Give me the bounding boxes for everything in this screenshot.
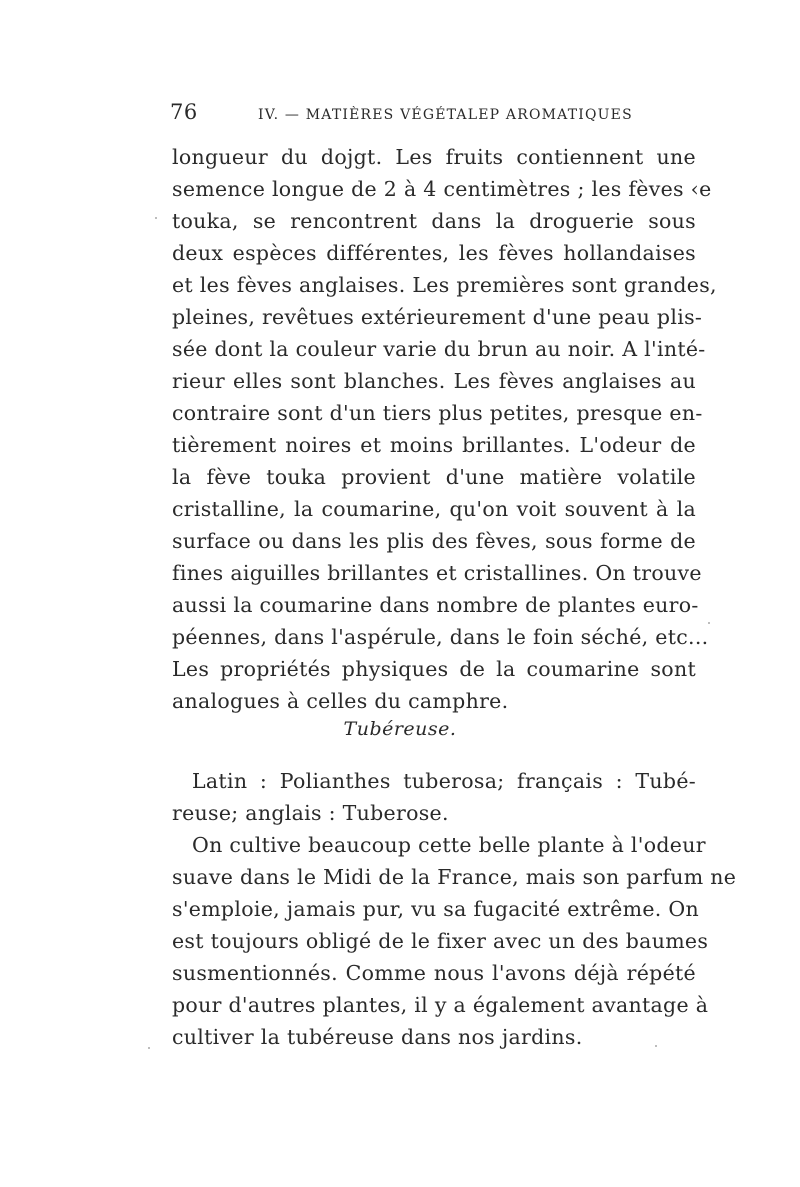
text-line: pleines, revêtues extérieurement d'une peau plis- bbox=[172, 305, 703, 329]
text-line: contraire sont d'un tiers plus petites, presque en- bbox=[172, 401, 703, 425]
text-line: fines aiguilles brillantes et cristallines. On trouve bbox=[172, 561, 702, 585]
text-line: reuse; anglais : Tuberose. bbox=[172, 801, 449, 825]
text-line: péennes, dans l'aspérule, dans le foin séché, etc... bbox=[172, 625, 709, 649]
text-line: deux espèces différentes, les fèves hollandaises bbox=[172, 241, 696, 265]
text-line: suave dans le Midi de la France, mais son parfum ne bbox=[172, 865, 737, 889]
scan-speck bbox=[155, 217, 157, 219]
text-line: cultiver la tubéreuse dans nos jardins. bbox=[172, 1025, 583, 1049]
text-line: pour d'autres plantes, il y a également avantage à bbox=[172, 993, 709, 1017]
text-line: sée dont la couleur varie du brun au noir. A l'inté- bbox=[172, 337, 706, 361]
text-line: aussi la coumarine dans nombre de plantes euro- bbox=[172, 593, 699, 617]
text-line: la fève touka provient d'une matière volatile bbox=[172, 465, 696, 489]
text-line: analogues à celles du camphre. bbox=[172, 689, 509, 713]
text-line: s'emploie, jamais pur, vu sa fugacité extrême. On bbox=[172, 897, 699, 921]
running-head bbox=[170, 100, 700, 130]
scan-speck bbox=[655, 1045, 657, 1047]
section-heading: Tubéreuse. bbox=[343, 718, 457, 740]
text-line: surface ou dans les plis des fèves, sous forme de bbox=[172, 529, 696, 553]
text-line: tièrement noires et moins brillantes. L'odeur de bbox=[172, 433, 696, 457]
text-line: Les propriétés physiques de la coumarine sont bbox=[172, 657, 696, 681]
text-line: semence longue de 2 à 4 centimètres ; les fèves ‹e bbox=[172, 177, 712, 201]
text-line: rieur elles sont blanches. Les fèves anglaises au bbox=[172, 369, 696, 393]
text-line: longueur du dojgt. Les fruits contiennent une bbox=[172, 145, 696, 169]
text-line: touka, se rencontrent dans la droguerie sous bbox=[172, 209, 696, 233]
text-line: On cultive beaucoup cette belle plante à l'odeur bbox=[192, 833, 706, 857]
text-line: et les fèves anglaises. Les premières sont grandes, bbox=[172, 273, 717, 297]
scan-speck bbox=[148, 1047, 150, 1049]
text-line: Latin : Polianthes tuberosa; français : Tubé- bbox=[192, 769, 696, 793]
text-line: susmentionnés. Comme nous l'avons déjà répété bbox=[172, 961, 696, 985]
text-line: cristalline, la coumarine, qu'on voit souvent à la bbox=[172, 497, 696, 521]
scan-speck bbox=[708, 622, 710, 624]
chapter-title: IV. — MATIÈRES VÉGÉTALEP AROMATIQUES bbox=[258, 107, 633, 123]
page-number: 76 bbox=[170, 100, 198, 124]
text-line: est toujours obligé de le fixer avec un des baumes bbox=[172, 929, 709, 953]
